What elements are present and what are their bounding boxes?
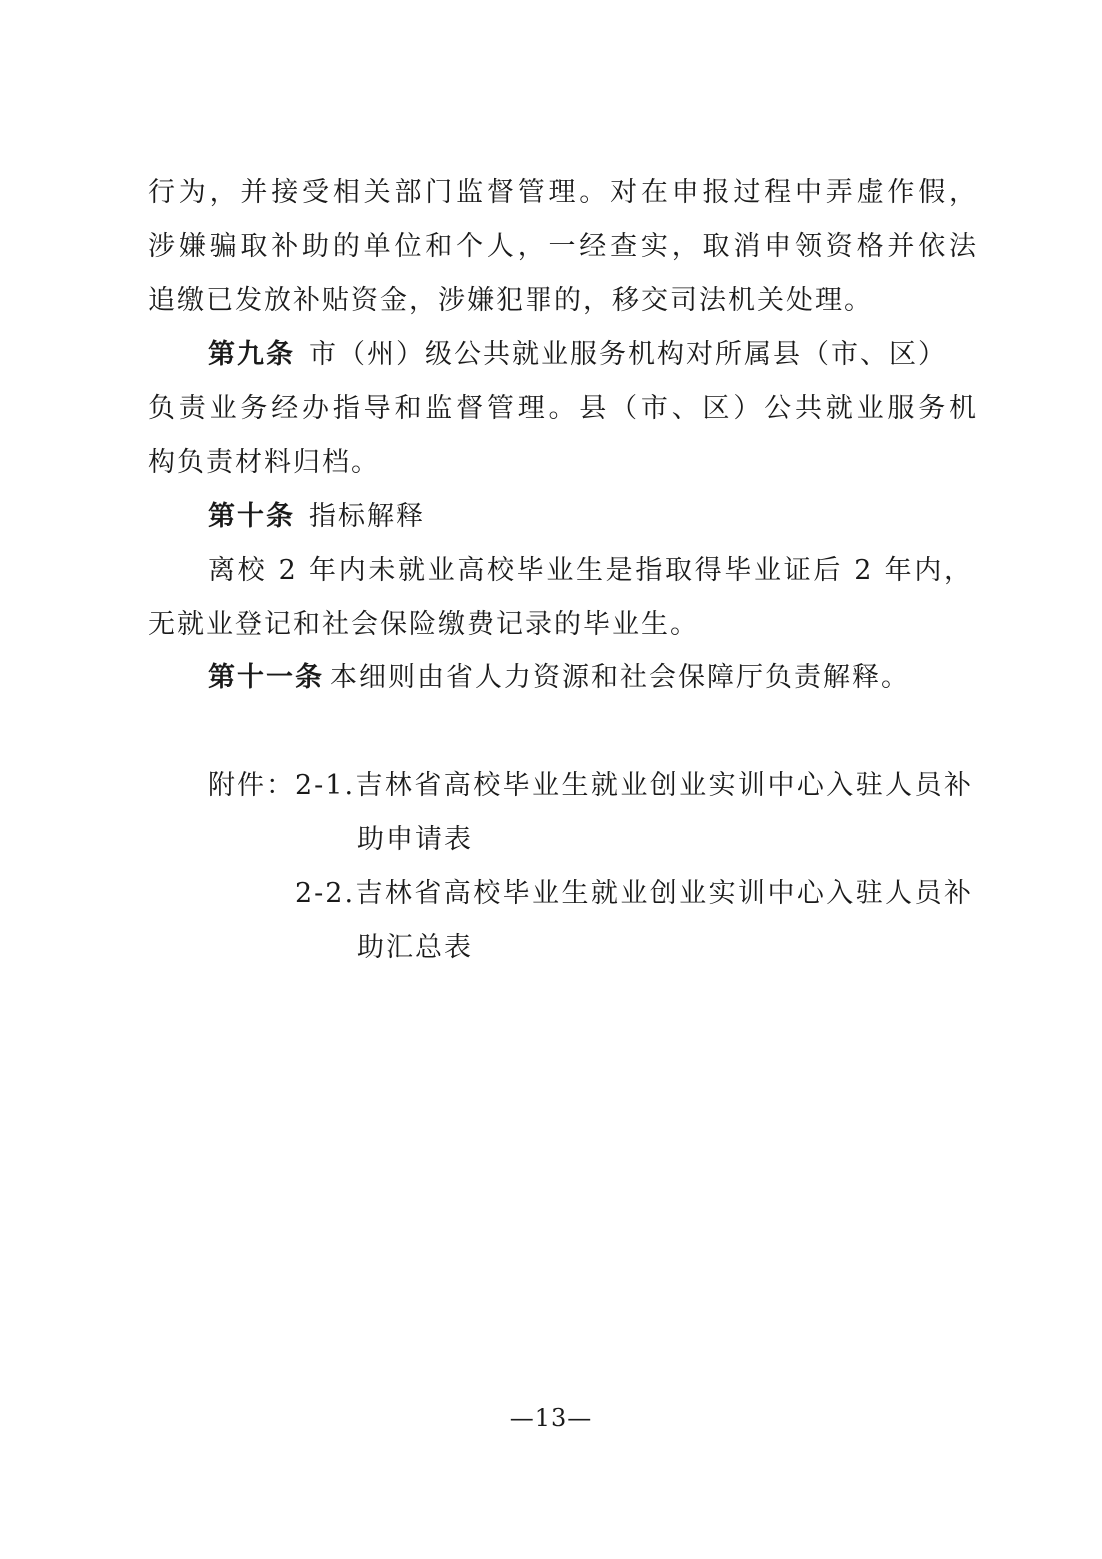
text-line: 离校 2 年内未就业高校毕业生是指取得毕业证后 2 年内， xyxy=(208,555,973,586)
article-10-title: 指标解释 xyxy=(309,501,425,532)
article-9-heading: 第九条 xyxy=(208,339,295,370)
attachment-item-1-cont: 助申请表 xyxy=(357,824,473,855)
text-span: 市（州）级公共就业服务机构对所属县（市、区） xyxy=(309,339,947,370)
text-line: 追缴已发放补贴资金，涉嫌犯罪的，移交司法机关处理。 xyxy=(148,285,873,316)
article-10-heading: 第十条 xyxy=(208,501,295,532)
article-11-line xyxy=(208,658,978,698)
text-line: 涉嫌骗取补助的单位和个人，一经查实，取消申领资格并依法 xyxy=(148,231,978,262)
text-line: 行为，并接受相关部门监督管理。对在申报过程中弄虚作假， xyxy=(148,177,978,208)
attachments-label: 附件： xyxy=(208,770,295,801)
text-line: 负责业务经办指导和监督管理。县（市、区）公共就业服务机 xyxy=(148,393,978,424)
attachment-item-2: 2-2.吉林省高校毕业生就业创业实训中心入驻人员补 xyxy=(295,878,973,909)
article-11-heading: 第十一条 xyxy=(208,662,324,693)
attachment-item-1: 2-1.吉林省高校毕业生就业创业实训中心入驻人员补 xyxy=(295,770,973,801)
article-10-heading-line xyxy=(208,497,978,537)
text-line: 构负责材料归档。 xyxy=(148,447,380,478)
text-line: 无就业登记和社会保险缴费记录的毕业生。 xyxy=(148,609,699,640)
page-number: —13— xyxy=(509,1404,593,1432)
article-9-first-line xyxy=(208,335,978,375)
text-span: 本细则由省人力资源和社会保障厅负责解释。 xyxy=(330,662,910,693)
attachment-item-2-cont: 助汇总表 xyxy=(357,932,473,963)
